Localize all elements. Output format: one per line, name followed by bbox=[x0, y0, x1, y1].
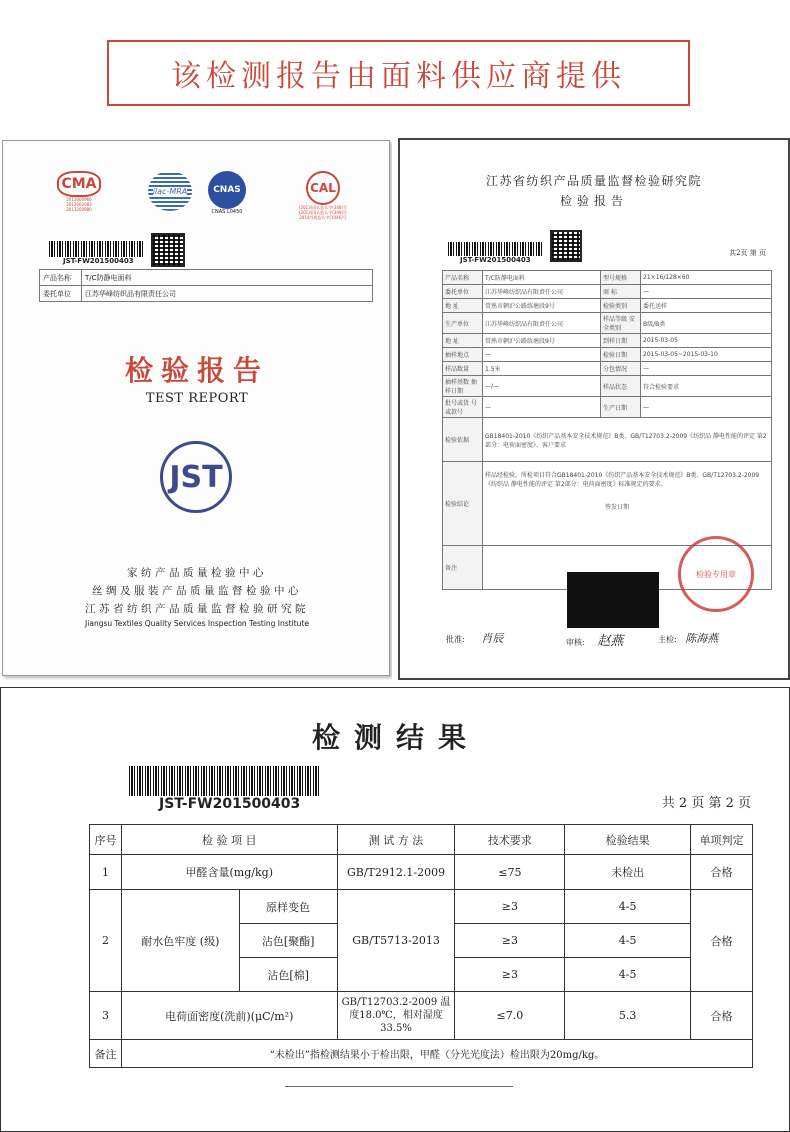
table-row: 2 耐水色牢度 (级) 原样变色 GB/T5713-2013 ≥3 4-5 合格 bbox=[90, 890, 753, 924]
report-barcode-text: JST-FW201500403 bbox=[460, 256, 531, 264]
report-barcode bbox=[448, 242, 544, 256]
cover-org-line: 家纺产品质量检验中心 bbox=[127, 567, 267, 579]
cma-logo: CMA 2013000966 2013002083 2013200980 bbox=[54, 171, 104, 212]
sign-approve: 批准: 肖辰 bbox=[446, 632, 504, 645]
cover-logos bbox=[48, 171, 368, 241]
results-barcode-text: JST-FW201500403 bbox=[159, 796, 301, 812]
cover-org-line: 丝绸及服装产品质量监督检验中心 bbox=[92, 585, 302, 597]
ilac-mra-logo: ilac-MRA bbox=[148, 171, 194, 211]
cover-title: 检验报告 bbox=[124, 354, 269, 387]
results-page bbox=[0, 687, 790, 1132]
table-row: 沾色[聚酯] ≥3 4-5 bbox=[90, 924, 753, 958]
table-row: 1 甲醛含量(mg/kg) GB/T2912.1-2009 ≤75 未检出 合格 bbox=[90, 855, 753, 890]
results-title: 检测结果 bbox=[311, 721, 480, 754]
table-row: 检验结论 样品经检验，所检项目符合GB18401-2010《纺织产品基本安全技术规范》B类、GB/T12703.2-2009《纺织品 静电性能的评定 第2部分：电荷面密度》标准规定的要求。 签发日期 bbox=[443, 462, 772, 546]
banner bbox=[107, 40, 690, 106]
inspection-report-page bbox=[398, 138, 790, 680]
table-row: 样品数量 1.5米 分包情况 — bbox=[443, 362, 772, 376]
table-row: 地 址 常熟市辋沪公路练塘段9号 到样日期 2015-03-05 bbox=[443, 334, 772, 348]
redacted-block bbox=[567, 572, 659, 628]
jst-emblem-icon: JST bbox=[160, 441, 232, 513]
inspection-stamp: 检验专用章 bbox=[678, 536, 754, 612]
table-row: 序号 检 验 项 目 测 试 方 法 技术要求 检验结果 单项判定 bbox=[90, 825, 753, 855]
table-row: 抽样地点 — 检验日期 2015-03-05~2015-03-10 bbox=[443, 348, 772, 362]
cal-logo: CAL (2013)国认监认字(348)号 (2013)国认监认字(349)号 2014苏质监认字(1046)号 bbox=[288, 171, 358, 220]
table-row: 产品名称 T/C防静电面料 bbox=[40, 270, 373, 286]
cover-barcode bbox=[49, 241, 145, 257]
table-row: 地 址 常熟市辋沪公路练塘段9号 检验类别 委托送样 bbox=[443, 299, 772, 313]
cover-sheet bbox=[2, 140, 390, 676]
table-row: 3 电荷面密度(洗前)(μC/m²) GB/T12703.2-2009 温度18.0℃，相对湿度33.5% ≤7.0 5.3 合格 bbox=[90, 992, 753, 1040]
table-row: 批号或货 号或款号 — 生产日期 — bbox=[443, 397, 772, 418]
table-row: 委托单位 江苏华峰纺织品有限责任公司 商 标 — bbox=[443, 285, 772, 299]
cover-org-english: Jiangsu Textiles Quality Services Inspection Testing Institute bbox=[85, 619, 309, 628]
cover-org-line: 江苏省纺织产品质量监督检验研究院 bbox=[85, 603, 309, 615]
report-institute: 江苏省纺织产品质量监督检验研究院 bbox=[485, 174, 702, 188]
table-row: 委托单位 江苏华峰纺织品有限责任公司 bbox=[40, 286, 373, 302]
results-barcode bbox=[129, 766, 321, 796]
sign-main: 主检: 陈海燕 bbox=[658, 632, 719, 645]
table-row: 备注 “未检出”指检测结果小于检出限，甲醛（分光光度法）检出限为20mg/kg。 bbox=[90, 1040, 753, 1068]
banner-text: 该检测报告由面料供应商提供 bbox=[171, 59, 626, 94]
table-row: 沾色[棉] ≥3 4-5 bbox=[90, 958, 753, 992]
results-table bbox=[89, 824, 753, 1068]
table-row: 产品名称 T/C防静电面料 型号规格 21×16/128×60 bbox=[443, 271, 772, 285]
cover-barcode-text: JST-FW201500403 bbox=[63, 257, 134, 265]
cover-info-table bbox=[39, 269, 373, 302]
sign-review: 审核: 赵燕 bbox=[566, 634, 624, 649]
cnas-logo: CNAS CNAS L0450 bbox=[203, 171, 251, 215]
table-row: 备注 bbox=[443, 546, 772, 590]
report-title: 检验报告 bbox=[559, 194, 628, 208]
cover-page bbox=[0, 138, 392, 680]
cover-qr-code bbox=[151, 233, 185, 267]
table-row: 抽样基数 抽样日期 —/— 样品状态 符合检验要求 bbox=[443, 376, 772, 397]
table-row: 检验依据 GB18401-2010《纺织产品基本安全技术规范》B类、GB/T12703.2-2009《纺织品 静电性能的评定 第2部分：电荷面密度》、客户要求 bbox=[443, 418, 772, 462]
report-qr-code bbox=[550, 230, 582, 262]
divider bbox=[285, 1086, 513, 1087]
results-pages: 共 2 页 第 2 页 bbox=[661, 796, 751, 811]
table-row: 生产单位 江苏华峰纺织品有限责任公司 样品等级 安全类别 B级/B类 bbox=[443, 313, 772, 334]
cover-subtitle: TEST REPORT bbox=[145, 391, 249, 406]
report-pages: 共2页 第 页 bbox=[729, 249, 766, 257]
